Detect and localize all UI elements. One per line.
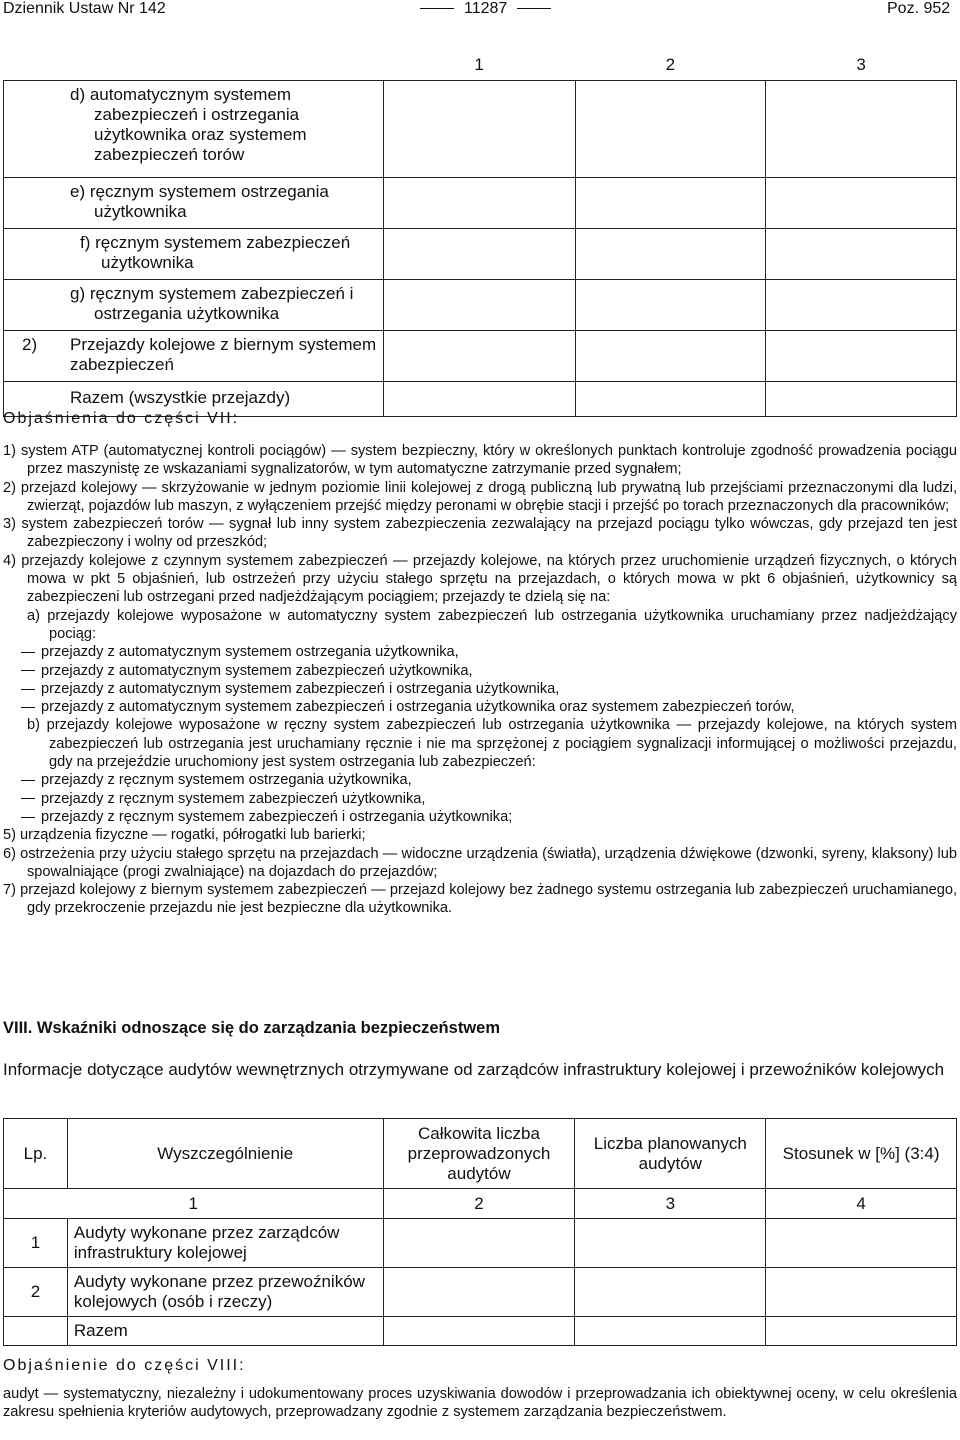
cell: [575, 381, 766, 416]
cell: [575, 80, 766, 177]
column-number: 1: [4, 1189, 384, 1219]
table-row: [4, 1268, 957, 1317]
table-row: [4, 80, 957, 177]
cell: [766, 177, 957, 228]
railway-crossings-table: [3, 50, 957, 417]
dash-item-text: przejazdy z ręcznym systemem ostrzegania użytkownika,: [41, 772, 412, 789]
explanation-dash-item: [3, 771, 957, 789]
explanations-heading: Objaśnienie do części VIII:: [3, 1357, 246, 1374]
row-number: 2: [4, 1268, 68, 1317]
cell: [766, 1268, 957, 1317]
row-label: [4, 330, 384, 381]
row-number: [4, 1317, 68, 1346]
explanation-dash-item: [3, 680, 957, 698]
explanation-item: 2) przejazd kolejowy — skrzyżowanie w jednym poziomie linii kolejowej z drogą publiczną lub prywatną lub przejściami przeznaczonymi dla ludzi, zwierząt, pojazdów lub maszyn, z wyłączeniem przejść między peronami w obrębie stacji i przejść po torach przeznaczonych dla pracowników;: [3, 479, 957, 514]
cell: [575, 1219, 766, 1268]
column-header: Całkowita liczba przeprowadzonych audytów: [383, 1119, 575, 1189]
page-number: [410, 0, 561, 18]
dash-item-text: przejazdy z ręcznym systemem zabezpieczeń i ostrzegania użytkownika;: [41, 808, 513, 825]
explanations-heading: Objaśnienia do części VII:: [3, 410, 240, 427]
cell: [766, 1317, 957, 1346]
section-intro: Informacje dotyczące audytów wewnętrznych otrzymywane od zarządców infrastruktury kolejowej i przewoźników kolejowych: [3, 1060, 945, 1079]
cell: [575, 1268, 766, 1317]
cell: [383, 177, 575, 228]
column-number: 3: [575, 1189, 766, 1219]
journal-title: Dziennik Ustaw Nr 142: [3, 0, 166, 17]
cell: [383, 381, 575, 416]
row-text: g) ręcznym systemem zabezpieczeń i ostrzegania użytkownika: [70, 283, 354, 323]
em-dash-icon: [21, 707, 35, 708]
dash-right: [517, 8, 551, 9]
column-header: Stosunek w [%] (3:4): [766, 1119, 957, 1189]
cell: [383, 1219, 575, 1268]
explanation-item: 5) urządzenia fizyczne — rogatki, półrogatki lub barierki;: [3, 827, 366, 844]
cell: [766, 228, 957, 279]
row-number: 2): [22, 334, 38, 354]
column-number-row: [4, 50, 957, 80]
em-dash-icon: [21, 798, 35, 799]
row-number: 1: [4, 1219, 68, 1268]
cell: [575, 228, 766, 279]
column-number: 3: [856, 54, 866, 74]
explanation-subitem: a) przejazdy kolejowe wyposażone w automatyczny system zabezpieczeń lub ostrzegania użytkownika uruchamiany przez nadjeżdżający pociąg:: [27, 607, 957, 642]
cell: [575, 330, 766, 381]
explanation-dash-item: [3, 662, 957, 680]
explanation-dash-item: [3, 698, 957, 716]
table-row: [4, 177, 957, 228]
column-number: 1: [474, 54, 484, 74]
explanation-item: 6) ostrzeżenia przy użyciu stałego sprzętu na przejazdach — widoczne urządzenia (światła), urządzenia dźwiękowe (dzwonki, syreny, klaksony) lub spowalniające (progi zwalniające) na dojazdach do przejazdów;: [3, 845, 957, 880]
em-dash-icon: [21, 670, 35, 671]
row-label: Audyty wykonane przez zarządców infrastruktury kolejowej: [67, 1219, 383, 1268]
column-header: Wyszczególnienie: [67, 1119, 383, 1189]
row-label: Razem: [67, 1317, 383, 1346]
dash-item-text: przejazdy z ręcznym systemem zabezpieczeń użytkownika,: [41, 790, 426, 807]
table-row: [4, 1219, 957, 1268]
explanation-dash-item: [3, 808, 957, 826]
explanation-item: 4) przejazdy kolejowe z czynnym systemem zabezpieczeń — przejazdy kolejowe, na których przez uruchomienie urządzeń fizycznych, o których mowa w pkt 5 objaśnień, lub ostrzeżeń przy użyciu stałego sprzętu na przejazdach, o których mowa w pkt 6 objaśnień, użytkownicy są zabezpieczeni lub ostrzegani przed nadjeżdżającym pociągiem; przejazdy te dzielą się na:: [3, 552, 957, 606]
row-text: f) ręcznym systemem zabezpieczeń użytkownika: [80, 232, 351, 272]
row-text: e) ręcznym systemem ostrzegania użytkownika: [70, 181, 329, 221]
explanations-list: [3, 442, 957, 918]
cell: [383, 1317, 575, 1346]
dash-item-text: przejazdy z automatycznym systemem zabezpieczeń i ostrzegania użytkownika,: [41, 680, 560, 697]
row-text: Razem (wszystkie przejazdy): [70, 387, 291, 407]
row-label: [4, 279, 384, 330]
cell: [766, 381, 957, 416]
table-row: [4, 330, 957, 381]
table-row: [4, 279, 957, 330]
explanation-dash-item: [3, 643, 957, 661]
column-number: 4: [766, 1189, 957, 1219]
page-number-text: 11287: [464, 0, 508, 17]
cell: [766, 279, 957, 330]
section-title: VIII. Wskaźniki odnoszące się do zarządzania bezpieczeństwem: [3, 1019, 500, 1037]
column-header: Liczba planowanych audytów: [575, 1119, 766, 1189]
dash-left: [420, 8, 454, 9]
table-row: [4, 1317, 957, 1346]
dash-item-text: przejazdy z automatycznym systemem ostrzegania użytkownika,: [41, 644, 459, 661]
column-number: 2: [665, 54, 676, 74]
cell: [575, 279, 766, 330]
cell: [383, 279, 575, 330]
em-dash-icon: [21, 689, 35, 690]
explanation-item: 1) system ATP (automatycznej kontroli pociągów) — system bezpieczny, który w określonych punktach kontroluje zgodność prowadzenia pociągu przez maszynistę ze wskazaniami sygnalizatorów, w tym automatyczne zatrzymanie przed sygnałem;: [3, 443, 957, 478]
em-dash-icon: [21, 652, 35, 653]
explanation-dash-item: [3, 790, 957, 808]
cell: [383, 1268, 575, 1317]
cell: [383, 330, 575, 381]
explanation-item: 3) system zabezpieczeń torów — sygnał lub inny system zabezpieczenia zezwalający na przejazd pociągu tylko wówczas, gdy przejazd ten jest zabezpieczony i wolny od przeszkód;: [3, 516, 957, 551]
column-number: 2: [383, 1189, 575, 1219]
row-text: Przejazdy kolejowe z biernym systemem zabezpieczeń: [70, 334, 377, 374]
audits-table: [3, 1118, 957, 1346]
cell: [766, 330, 957, 381]
cell: [766, 80, 957, 177]
dash-item-text: przejazdy z automatycznym systemem zabezpieczeń użytkownika,: [41, 662, 473, 679]
cell: [766, 1219, 957, 1268]
dash-item-text: przejazdy z automatycznym systemem zabezpieczeń i ostrzegania użytkownika oraz systemem zabezpieczeń torów,: [41, 699, 795, 716]
column-number-row: [4, 1189, 957, 1219]
row-label: [4, 228, 384, 279]
row-label: Audyty wykonane przez przewoźników kolejowych (osób i rzeczy): [67, 1268, 383, 1317]
row-label: [4, 177, 384, 228]
audit-definition: audyt — systematyczny, niezależny i udokumentowany proces uzyskiwania dowodów i przeprowadzania ich obiektywnej oceny, w celu określenia zakresu spełnienia kryteriów audytowych, przeprowadzany zgodnie z systemem zarządzania bezpieczeństwem.: [3, 1386, 957, 1421]
explanation-subitem: b) przejazdy kolejowe wyposażone w ręczny system zabezpieczeń lub ostrzegania użytkownika — przejazdy kolejowe, na których system zabezpieczeń lub ostrzegania jest uruchamiany ręcznie i nie ma sprzężonej z pociągiem sygnalizacji informującej o możliwości przejazdu, gdy na przejeździe uruchomiony jest system ostrzegania lub zabezpieczeń:: [27, 717, 957, 771]
em-dash-icon: [21, 817, 35, 818]
explanation-item: 7) przejazd kolejowy z biernym systemem zabezpieczeń — przejazd kolejowy bez żadnego systemu ostrzegania lub zabezpieczeń uruchamianego, gdy przekroczenie przejazdu nie jest bezpieczne dla użytkownika.: [3, 882, 957, 917]
row-label: [4, 80, 384, 177]
row-text: d) automatycznym systemem zabezpieczeń i ostrzegania użytkownika oraz systemem zabezpieczeń torów: [70, 84, 307, 164]
em-dash-icon: [21, 780, 35, 781]
header-row: [4, 1119, 957, 1189]
table-row: [4, 228, 957, 279]
cell: [383, 80, 575, 177]
cell: [575, 1317, 766, 1346]
column-number-blank: [4, 50, 384, 80]
cell: [383, 228, 575, 279]
position-number: Poz. 952: [887, 0, 951, 17]
cell: [575, 177, 766, 228]
column-header: Lp.: [4, 1119, 68, 1189]
